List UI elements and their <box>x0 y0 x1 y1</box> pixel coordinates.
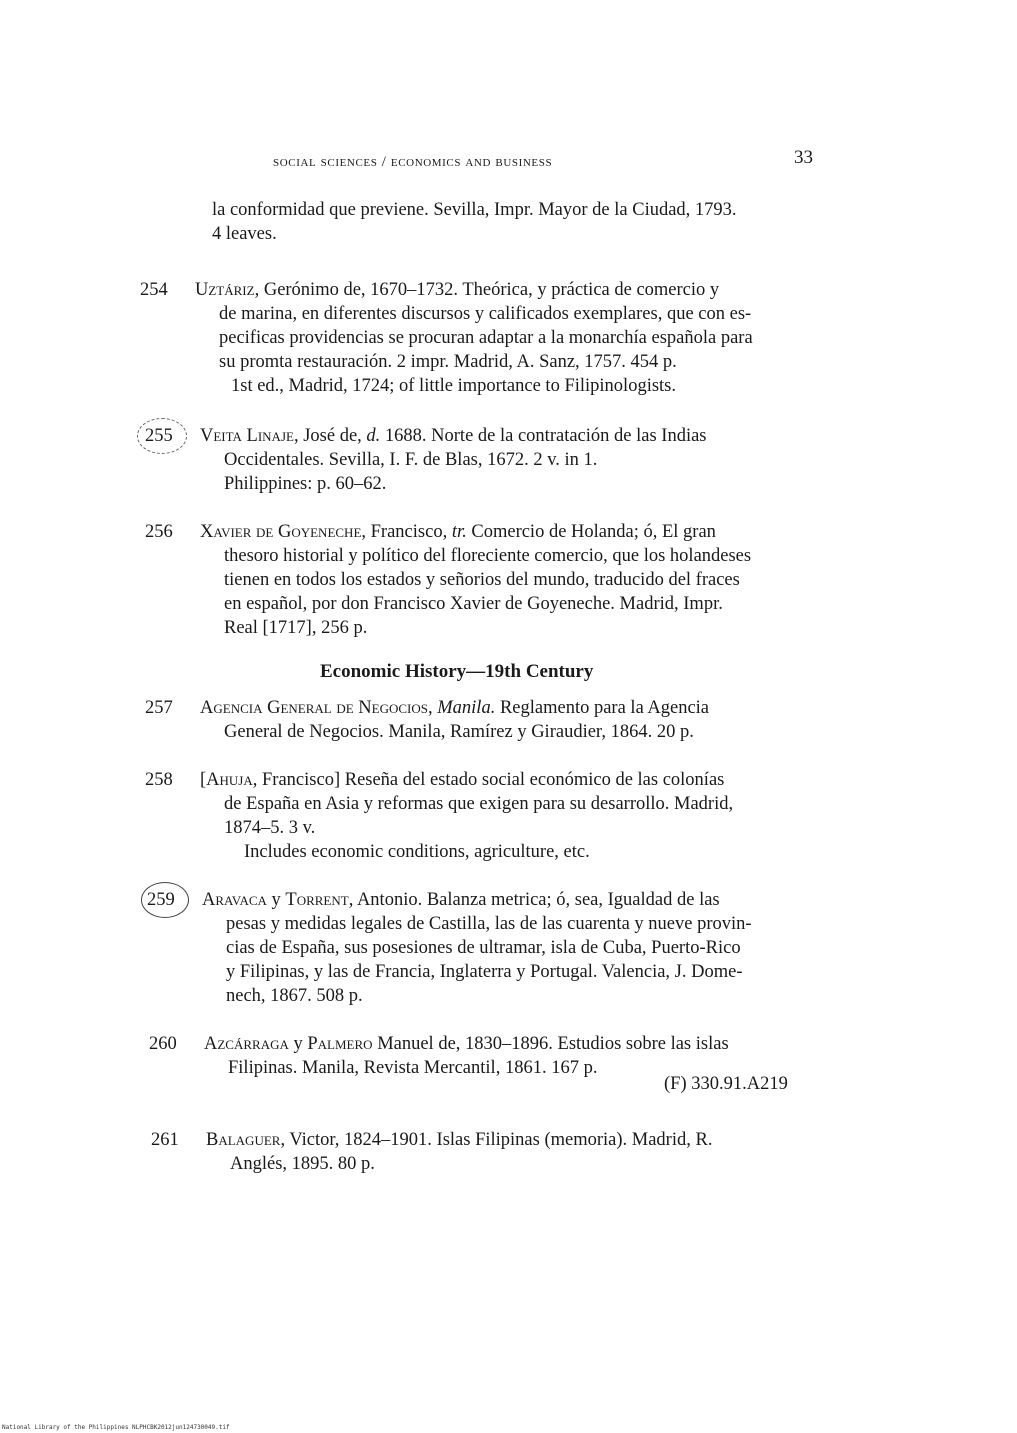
entry-text: Occidentales. Sevilla, I. F. de Blas, 1672. 2 v. in 1. <box>224 450 598 470</box>
entry-note: Philippines: p. 60–62. <box>224 474 387 494</box>
entry-author: Azcárraga <box>204 1034 289 1054</box>
entry-author: Xavier de Goyeneche, <box>200 522 367 542</box>
entry-text: Filipinas. Manila, Revista Mercantil, 1861. 167 p. <box>228 1058 598 1078</box>
entry-text: en español, por don Francisco Xavier de Goyeneche. Madrid, Impr. <box>224 594 723 614</box>
entry-author: Aravaca <box>202 890 267 910</box>
entry-text: de marina, en diferentes discursos y calificados exemplares, que con es- <box>219 304 752 324</box>
entry-text: 1874–5. 3 v. <box>224 818 316 838</box>
section-heading: Economic History—19th Century <box>320 661 594 682</box>
entry-body: Aravaca y Torrent, Antonio. Balanza metrica; ó, sea, Igualdad de las pesas y medidas legales de Castilla, las de las cuarenta y nueve provin- cias de España, sus posesiones de ultramar, isla de Cuba, Puerto-Rico y Filipinas, y las de Francia, Inglaterra y Portugal. Valencia, J. Dome- nech, 1867. 508 p. <box>202 888 842 1008</box>
entry-text: de España en Asia y reformas que exigen para su desarrollo. Madrid, <box>224 794 734 814</box>
circled-mark <box>141 882 189 918</box>
entry-author: Agencia General de Negocios, <box>200 698 433 718</box>
page-number: 33 <box>794 147 813 168</box>
continuation-line: 4 leaves. <box>212 224 277 244</box>
continuation-text <box>212 198 832 246</box>
scan-footer: National Library of the Philippines NLPHCBK2012jun124730049.tif <box>2 1424 230 1431</box>
entry-body: Balaguer, Victor, 1824–1901. Islas Filipinas (memoria). Madrid, R. Anglés, 1895. 80 p. <box>206 1128 846 1176</box>
entry-body: Xavier de Goyeneche, Francisco, tr. Comercio de Holanda; ó, El gran thesoro historial y político del floreciente comercio, que los holandeses tienen en todos los estados y señorios del mundo, traducido del fraces en español, por don Francisco Xavier de Goyeneche. Madrid, Impr. Real [1717], 256 p. <box>200 520 840 640</box>
entry-author: Ahuja, <box>206 770 258 790</box>
entry-body: Agencia General de Negocios, Manila. Reglamento para la Agencia General de Negocios. Manila, Ramírez y Giraudier, 1864. 20 p. <box>200 696 840 744</box>
entry-number: 258 <box>145 770 173 790</box>
entry-text: y Filipinas, y las de Francia, Inglaterra y Portugal. Valencia, J. Dome- <box>226 962 743 982</box>
entry-number: 259 <box>147 890 175 910</box>
entry-number: 261 <box>151 1130 179 1150</box>
entry-author: Veita Linaje, <box>200 426 299 446</box>
entry-author: Balaguer, <box>206 1130 286 1150</box>
entry-text: Anglés, 1895. 80 p. <box>230 1154 375 1174</box>
entry-body: [Ahuja, Francisco] Reseña del estado social económico de las colonías de España en Asia y reformas que exigen para su desarrollo. Madrid, 1874–5. 3 v. Includes economic conditions, agriculture, etc. <box>200 768 840 864</box>
entry-number: 255 <box>145 426 173 446</box>
continuation-line: la conformidad que previene. Sevilla, Impr. Mayor de la Ciudad, 1793. <box>212 200 737 220</box>
entry-number: 254 <box>140 280 168 300</box>
entry-text: thesoro historial y político del floreciente comercio, que los holandeses <box>224 546 752 566</box>
running-header: social sciences / economics and business <box>273 154 553 170</box>
entry-text: nech, 1867. 508 p. <box>226 986 363 1006</box>
entry-text: cias de España, sus posesiones de ultramar, isla de Cuba, Puerto-Rico <box>226 938 741 958</box>
entry-text: General de Negocios. Manila, Ramírez y Giraudier, 1864. 20 p. <box>224 722 694 742</box>
entry-text: pecificas providencias se procuran adaptar a la monarchía española para <box>219 328 753 348</box>
entry-text: su promta restauración. 2 impr. Madrid, A. Sanz, 1757. 454 p. <box>219 352 677 372</box>
entry-text: tienen en todos los estados y señorios del mundo, traducido del fraces <box>224 570 740 590</box>
entry-note: 1st ed., Madrid, 1724; of little importance to Filipinologists. <box>231 376 676 396</box>
entry-body: Azcárraga y Palmero Manuel de, 1830–1896. Estudios sobre las islas Filipinas. Manila, Revista Mercantil, 1861. 167 p. <box>204 1032 844 1080</box>
entry-author: Uztáriz, <box>195 280 260 300</box>
entry-number: 260 <box>149 1034 177 1054</box>
circled-mark <box>137 418 187 454</box>
entry-text: Gerónimo de, 1670–1732. Theórica, y práctica de comercio y <box>259 280 720 300</box>
entry-note: Includes economic conditions, agriculture, etc. <box>244 842 590 862</box>
entry-number: 256 <box>145 522 173 542</box>
entry-body: Veita Linaje, José de, d. 1688. Norte de la contratación de las Indias Occidentales. Sevilla, I. F. de Blas, 1672. 2 v. in 1. Philippines: p. 60–62. <box>200 424 840 496</box>
entry-body <box>195 278 835 398</box>
entry-text: pesas y medidas legales de Castilla, las de las cuarenta y nueve provin- <box>226 914 752 934</box>
entry-number: 257 <box>145 698 173 718</box>
call-number: (F) 330.91.A219 <box>664 1074 788 1094</box>
entry-text: Real [1717], 256 p. <box>224 618 368 638</box>
